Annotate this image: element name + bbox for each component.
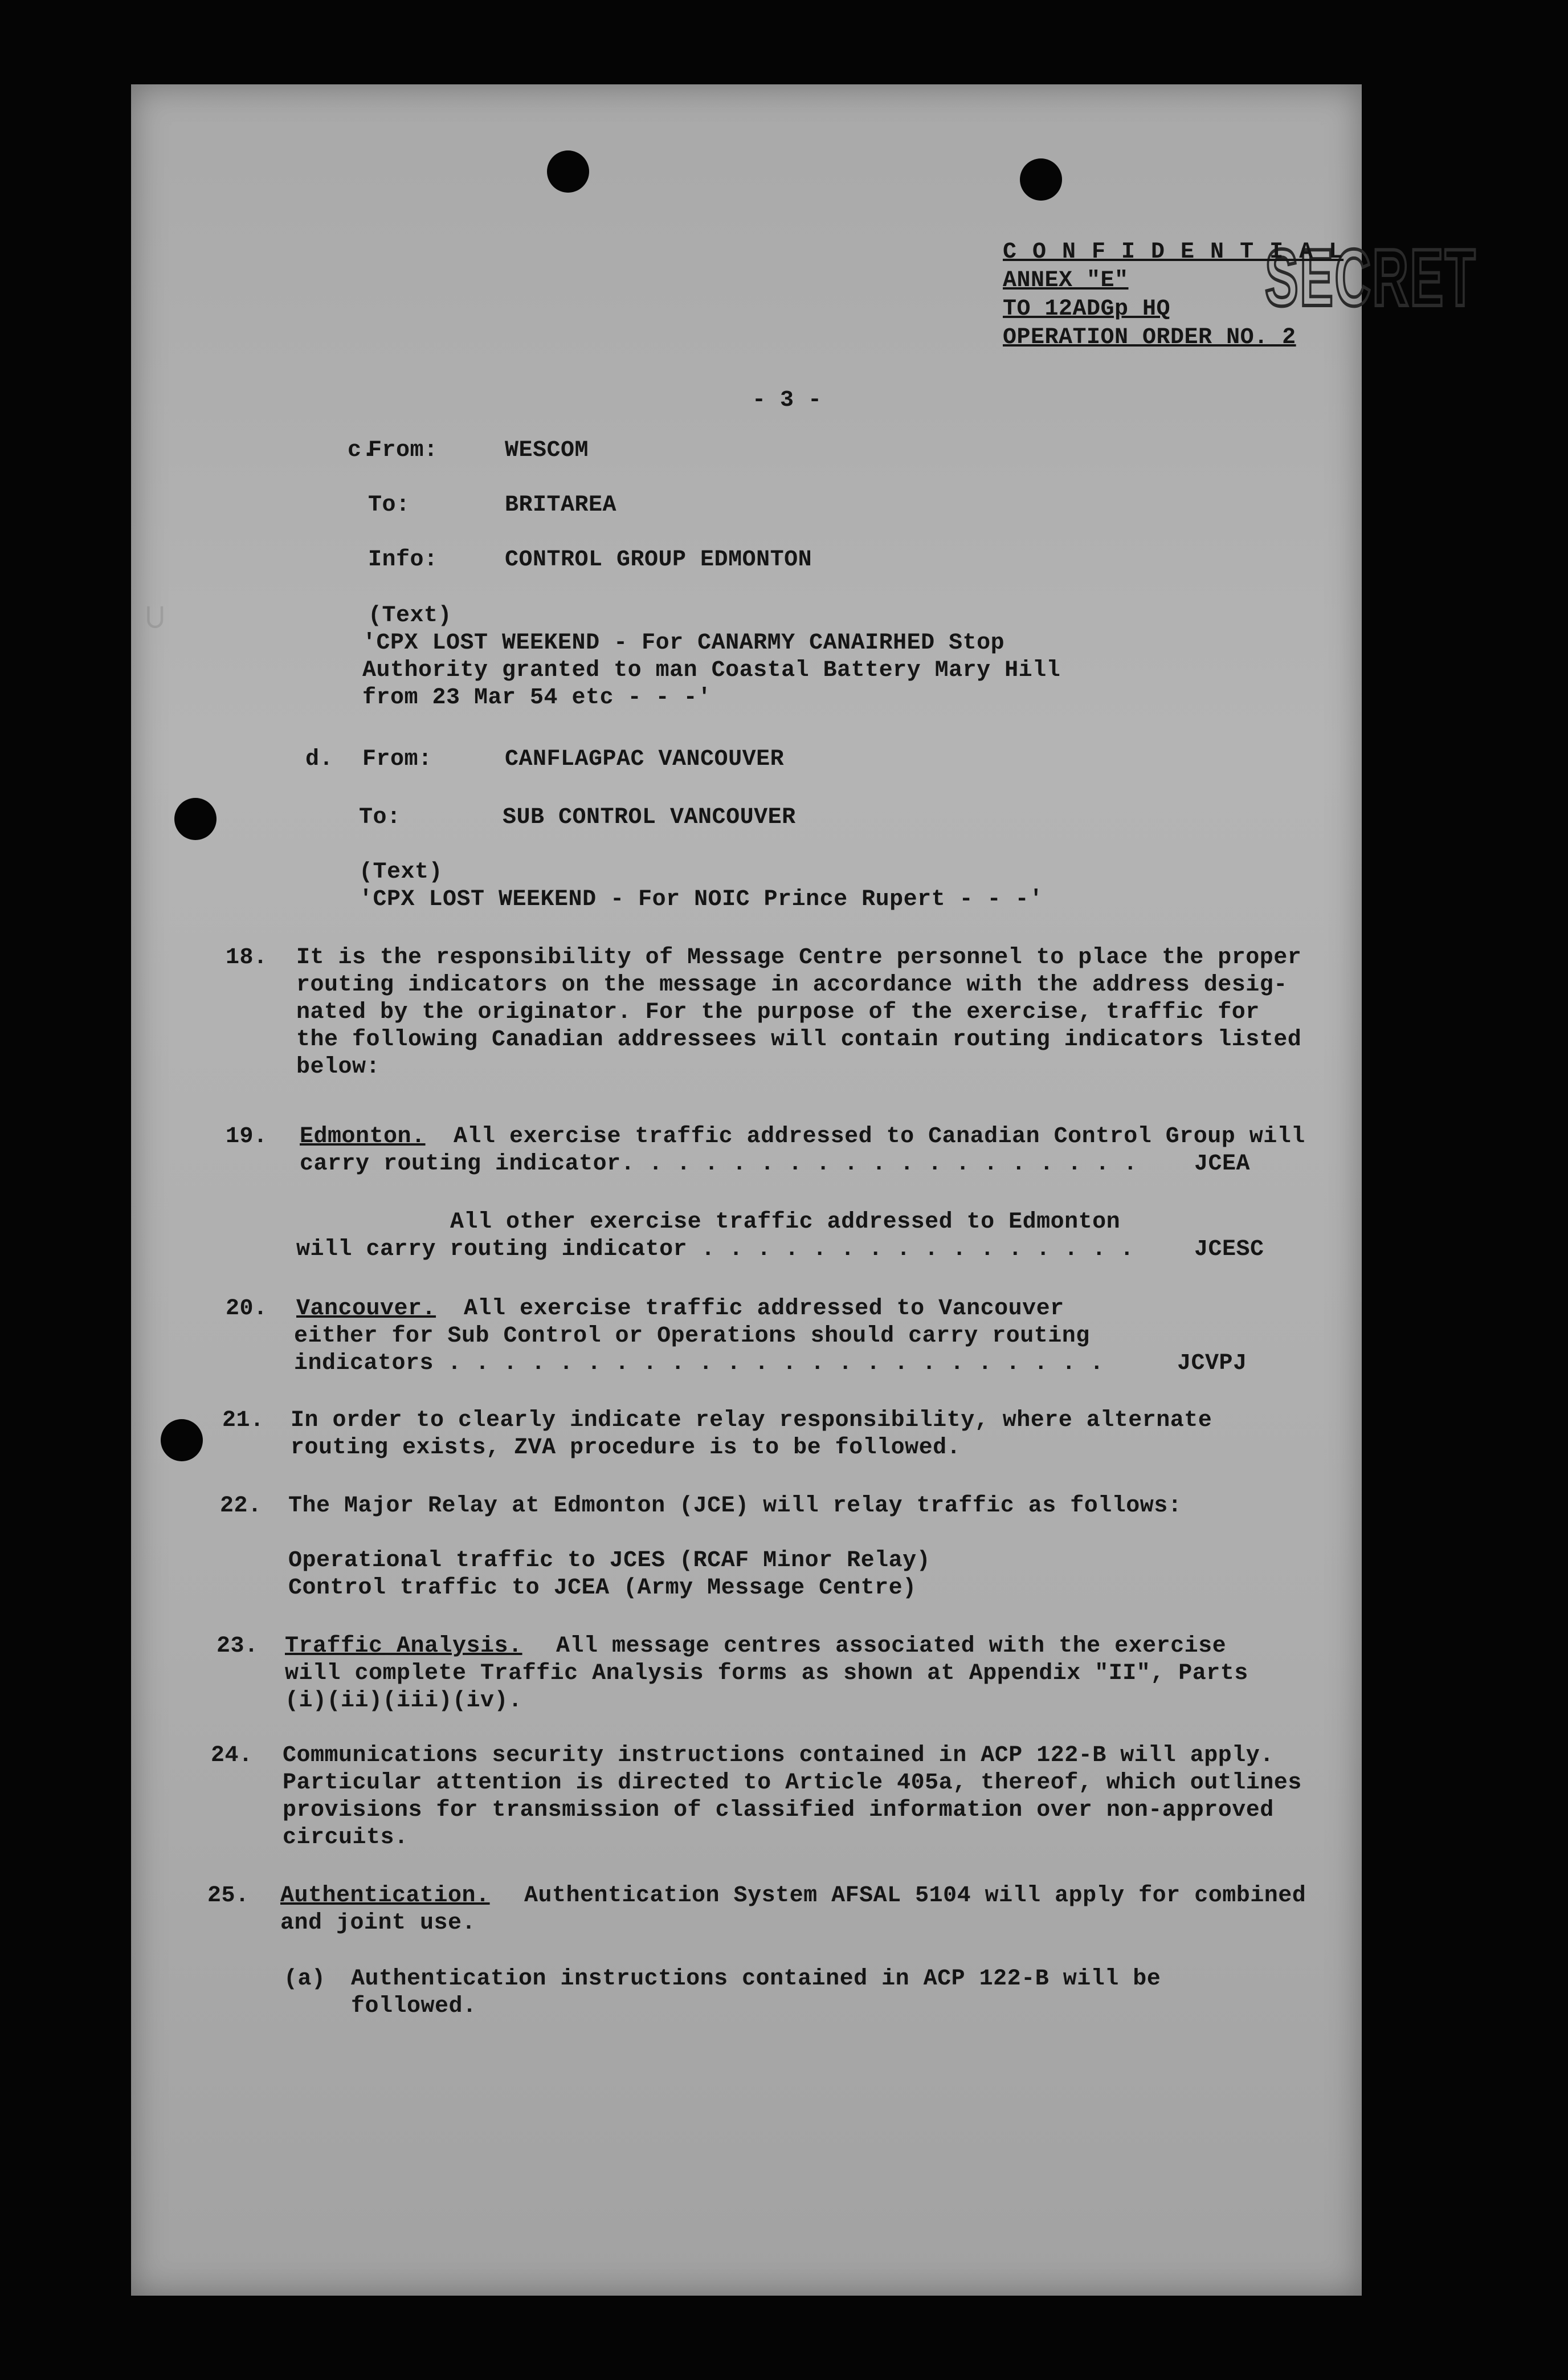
paragraph-line: Authentication System AFSAL 5104 will apply for combined — [524, 1883, 1306, 1909]
paragraph-line: (i)(ii)(iii)(iv). — [285, 1688, 522, 1714]
field-value: WESCOM — [505, 438, 589, 463]
paragraph-line: The Major Relay at Edmonton (JCE) will relay traffic as follows: — [288, 1493, 1182, 1519]
subparagraph-line: followed. — [351, 1994, 477, 2019]
paragraph-line: the following Canadian addressees will contain routing indicators listed — [296, 1027, 1302, 1053]
paragraph-number: 25. — [207, 1883, 250, 1909]
page-number: - 3 - — [752, 388, 822, 413]
paragraph-line: circuits. — [283, 1825, 409, 1851]
paragraph-line: nated by the originator. For the purpose of the exercise, traffic for — [296, 1000, 1260, 1025]
paragraph-heading: Authentication. — [280, 1883, 490, 1909]
paragraph-number: 20. — [226, 1296, 268, 1322]
secret-stamp: SECRET — [1265, 233, 1477, 323]
paragraph-line: All exercise traffic addressed to Vancouver — [464, 1296, 1064, 1322]
punch-hole — [547, 150, 589, 193]
operation-order: OPERATION ORDER NO. 2 — [1003, 325, 1296, 351]
item-label: c. — [348, 438, 376, 463]
routing-indicator: JCVPJ — [1177, 1351, 1247, 1376]
paragraph-line: Control traffic to JCEA (Army Message Centre) — [288, 1575, 917, 1601]
text-label: (Text) — [368, 603, 452, 629]
paragraph-line: Operational traffic to JCES (RCAF Minor Relay) — [288, 1548, 931, 1574]
bleed-through-mark: ⊂ — [136, 602, 174, 632]
paragraph-line: will carry routing indicator . . . . . . . . . . . . . . . . — [296, 1237, 1134, 1262]
punch-hole — [161, 1419, 203, 1461]
subparagraph-line: Authentication instructions contained in ACP 122-B will be — [351, 1966, 1161, 1992]
paragraph-line: routing exists, ZVA procedure is to be followed. — [291, 1435, 961, 1461]
item-label: d. — [305, 747, 334, 772]
field-value: SUB CONTROL VANCOUVER — [503, 805, 796, 830]
paragraph-line: either for Sub Control or Operations should carry routing — [294, 1323, 1090, 1349]
paragraph-number: 19. — [226, 1124, 268, 1150]
paragraph-heading: Edmonton. — [300, 1124, 426, 1150]
field-label: From: — [362, 747, 432, 772]
paragraph-heading: Traffic Analysis. — [285, 1633, 522, 1659]
subparagraph-label: (a) — [284, 1966, 326, 1992]
paragraph-line: All exercise traffic addressed to Canadian Control Group will — [454, 1124, 1305, 1150]
paragraph-line: It is the responsibility of Message Centre personnel to place the proper — [296, 945, 1302, 971]
paragraph-number: 23. — [217, 1633, 259, 1659]
paragraph-line: carry routing indicator. . . . . . . . . . . . . . . . . . . — [300, 1151, 1138, 1177]
paragraph-heading: Vancouver. — [296, 1296, 436, 1322]
field-label: To: — [359, 805, 401, 830]
text-label: (Text) — [359, 859, 443, 885]
paragraph-line: below: — [296, 1054, 381, 1080]
annex-to: TO 12ADGp HQ — [1003, 296, 1171, 322]
paragraph-line: Particular attention is directed to Article 405a, thereof, which outlines — [283, 1770, 1302, 1796]
paragraph-line: All message centres associated with the exercise — [556, 1633, 1227, 1659]
routing-indicator: JCESC — [1194, 1237, 1264, 1262]
annex-label: ANNEX "E" — [1003, 268, 1129, 294]
message-text: Authority granted to man Coastal Battery Mary Hill — [362, 658, 1061, 683]
paragraph-line: routing indicators on the message in accordance with the address desig- — [296, 972, 1288, 998]
field-label: Info: — [368, 547, 438, 573]
paragraph-number: 18. — [226, 945, 268, 971]
message-text: 'CPX LOST WEEKEND - For NOIC Prince Rupert - - -' — [359, 887, 1043, 912]
routing-indicator: JCEA — [1194, 1151, 1251, 1177]
paragraph-number: 24. — [211, 1743, 253, 1768]
document-page — [131, 84, 1477, 2296]
message-text: 'CPX LOST WEEKEND - For CANARMY CANAIRHED Stop — [362, 630, 1005, 656]
paragraph-line: Communications security instructions contained in ACP 122-B will apply. — [283, 1743, 1274, 1768]
field-label: From: — [368, 438, 438, 463]
field-value: CONTROL GROUP EDMONTON — [505, 547, 812, 573]
punch-hole — [1020, 158, 1062, 201]
punch-hole — [174, 798, 217, 840]
classification-heading: C O N F I D E N T I A L — [1003, 239, 1344, 265]
paragraph-line: provisions for transmission of classified information over non-approved — [283, 1798, 1274, 1823]
field-value: BRITAREA — [505, 492, 617, 518]
field-label: To: — [368, 492, 410, 518]
paragraph-line: In order to clearly indicate relay responsibility, where alternate — [291, 1408, 1212, 1433]
paragraph-line: and joint use. — [280, 1910, 476, 1936]
paragraph-line: All other exercise traffic addressed to Edmonton — [450, 1209, 1121, 1235]
paragraph-line: will complete Traffic Analysis forms as shown at Appendix "II", Parts — [285, 1661, 1248, 1686]
field-value: CANFLAGPAC VANCOUVER — [505, 747, 785, 772]
paragraph-number: 21. — [222, 1408, 264, 1433]
paragraph-line: indicators . . . . . . . . . . . . . . . . . . . . . . . . — [294, 1351, 1104, 1376]
message-text: from 23 Mar 54 etc - - -' — [362, 685, 712, 711]
paragraph-number: 22. — [220, 1493, 262, 1519]
